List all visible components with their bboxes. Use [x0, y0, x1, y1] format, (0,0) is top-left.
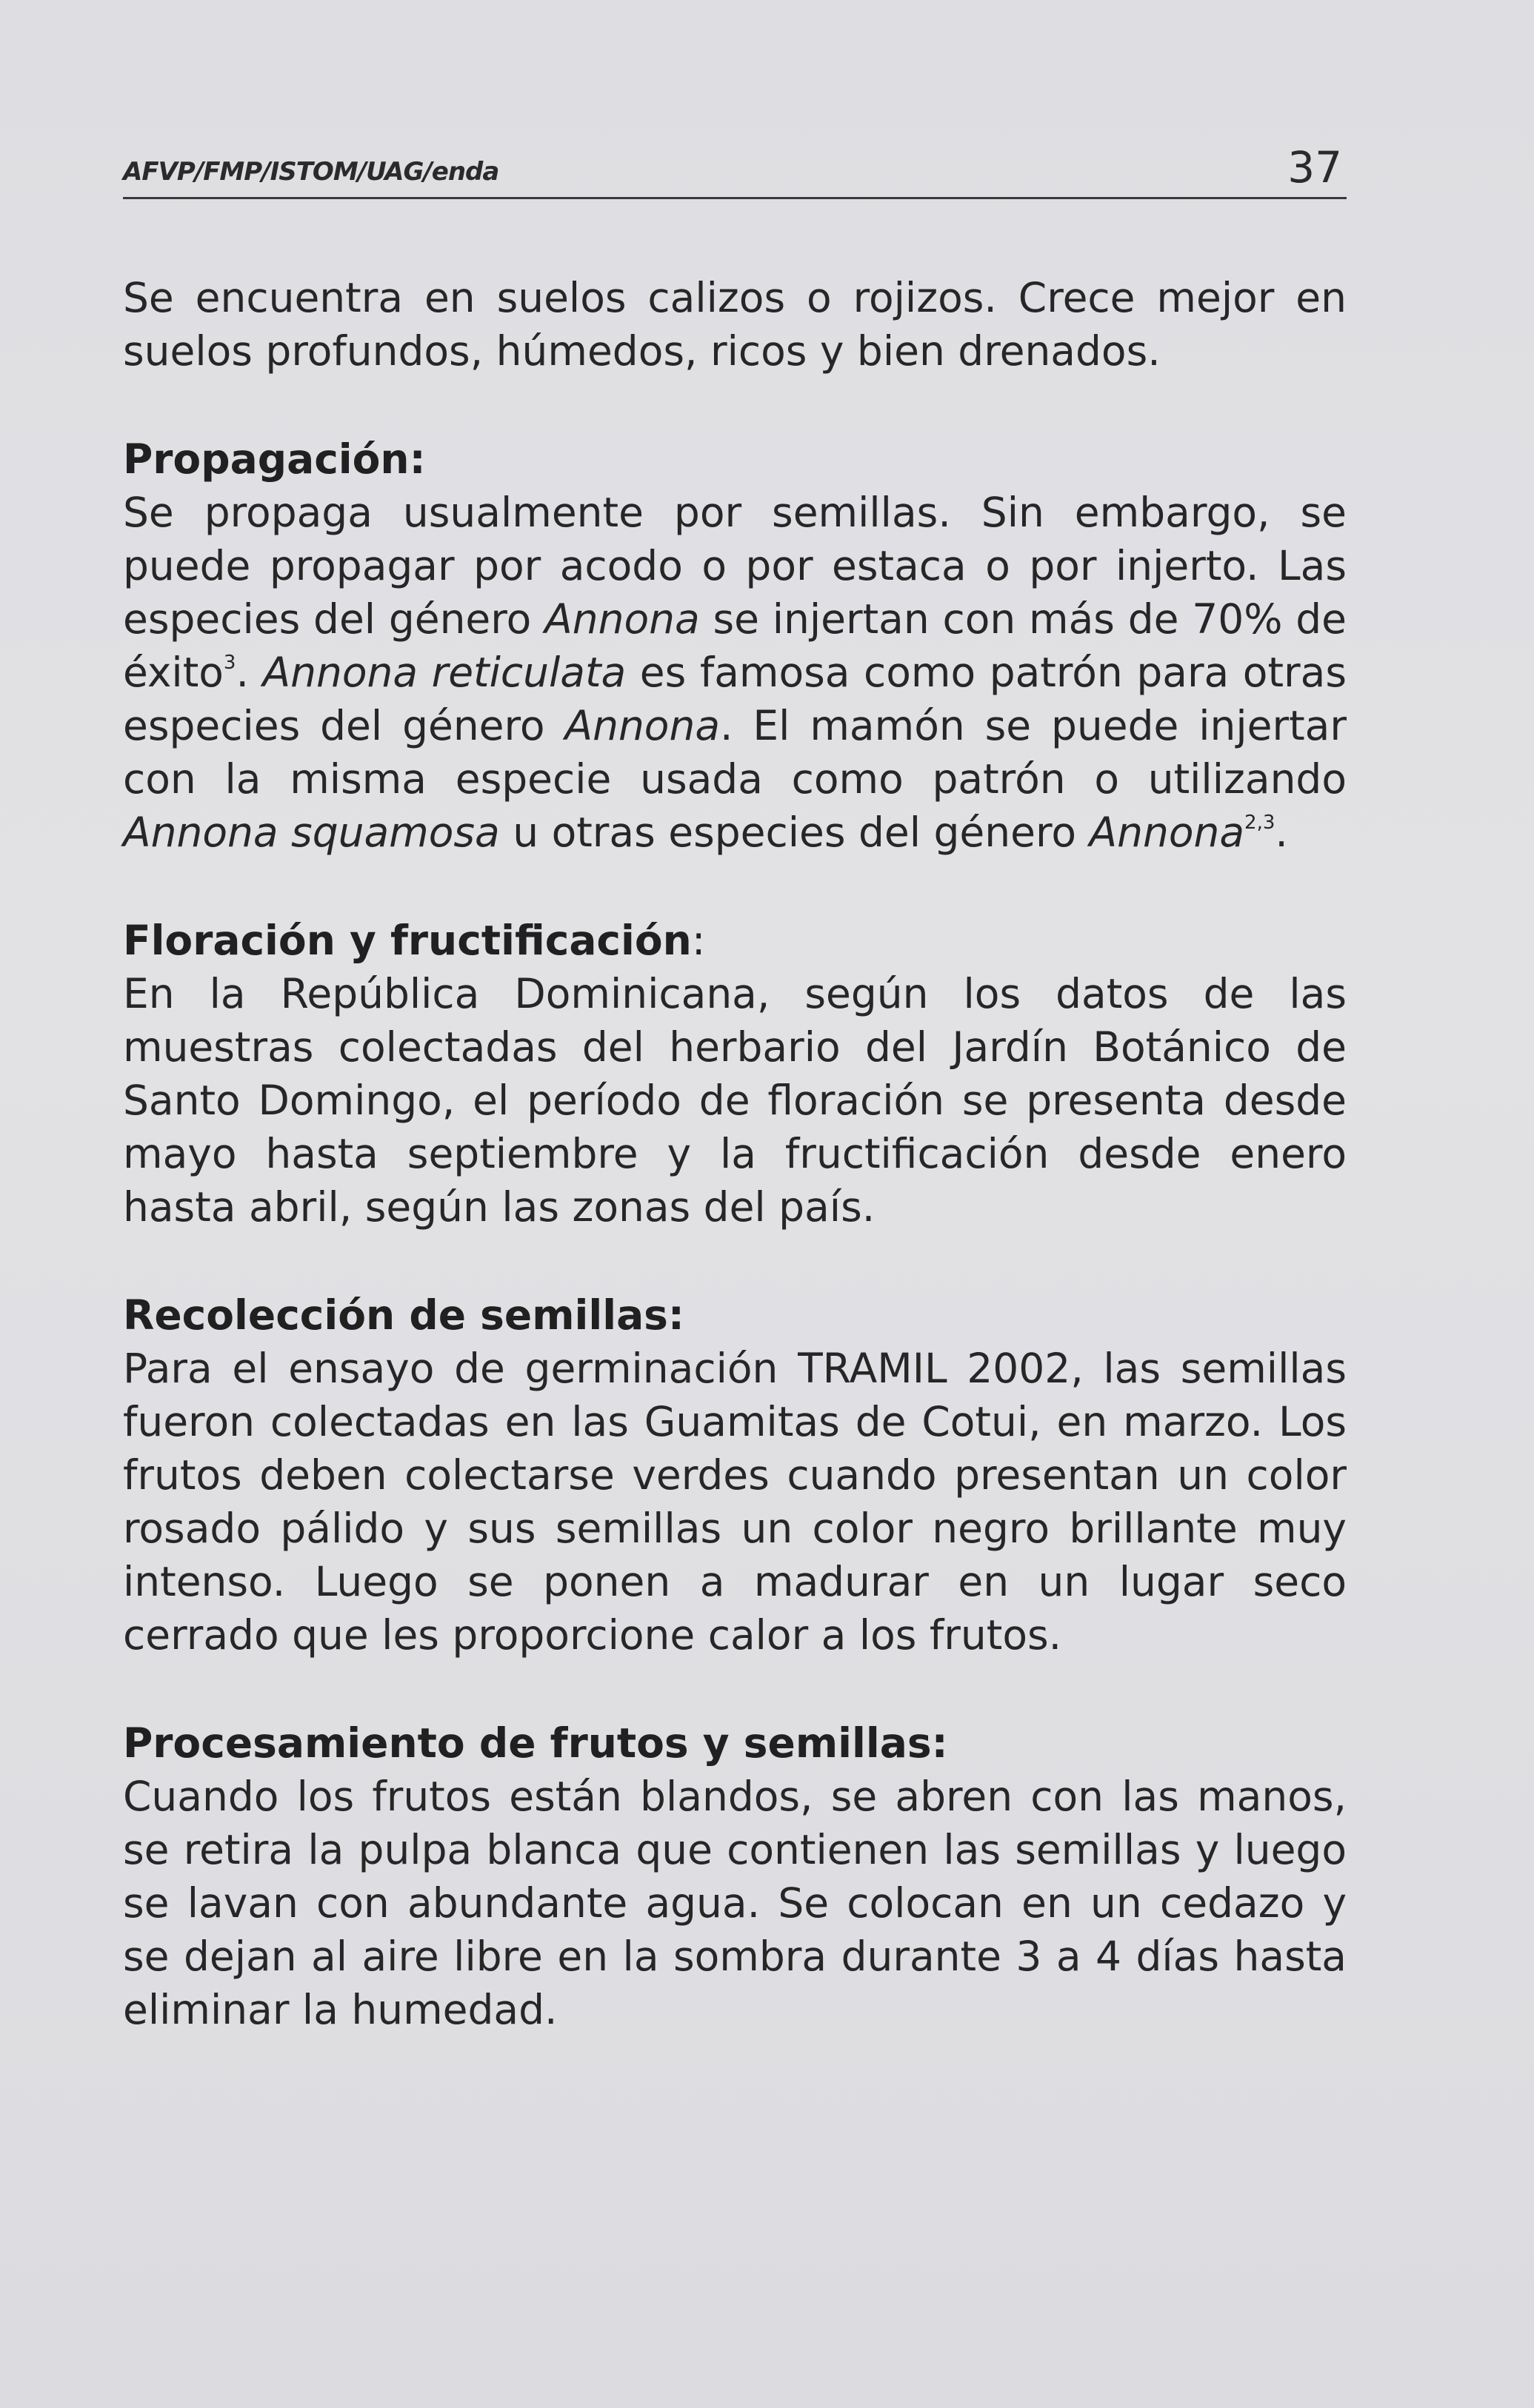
page-content [123, 271, 1347, 2036]
text-run: se injertan con más de 70% de éxito [123, 595, 1347, 696]
text-run: . [1275, 809, 1288, 856]
section-floracion [123, 914, 1347, 1234]
section-propagacion [123, 432, 1347, 859]
text-run: u otras especies del género [499, 809, 1090, 856]
intro-paragraph: Se encuentra en suelos calizos o rojizos. Crece mejor en suelos profundos, húmedos, ricos y bien drenados. [123, 274, 1347, 375]
species-name: Annona [544, 595, 700, 643]
heading-floracion-colon: : [691, 917, 706, 964]
section-recoleccion [123, 1288, 1347, 1662]
heading-floracion-text: Floración y fructificación [123, 917, 692, 964]
recoleccion-paragraph: Para el ensayo de germinación TRAMIL 2002, las semillas fueron colectadas en las Guamitas de Cotui, en marzo. Los frutos deben colectarse verdes cuando presentan un color rosado pálido y sus semillas un color negro brillante muy intenso. Luego se ponen a madurar en un lugar seco cerrado que les proporcione calor a los frutos. [123, 1345, 1347, 1659]
citation-ref: 2,3 [1244, 812, 1275, 834]
species-name: Annona [1089, 809, 1245, 856]
heading-propagacion: Propagación: [123, 435, 426, 483]
page-number: 37 [1287, 142, 1342, 193]
text-run: es famosa como patrón para otras especies del género [123, 649, 1347, 749]
citation-ref: 3 [223, 652, 236, 674]
page-header [123, 138, 1347, 199]
propagacion-paragraph [123, 486, 1347, 859]
text-run: . [236, 649, 263, 696]
text-run: . El mamón se puede injertar con la misma especie usada como patrón o utilizando [123, 702, 1347, 803]
procesamiento-paragraph: Cuando los frutos están blandos, se abren con las manos, se retira la pulpa blanca que contienen las semillas y luego se lavan con abundante agua. Se colocan en un cedazo y se dejan al aire libre en la sombra durante 3 a 4 días hasta eliminar la humedad. [123, 1773, 1347, 2033]
heading-recoleccion: Recolección de semillas: [123, 1291, 684, 1339]
species-name: Annona reticulata [262, 649, 627, 696]
running-header: AFVP/FMP/ISTOM/UAG/enda [123, 157, 499, 187]
heading-procesamiento: Procesamiento de frutos y semillas: [123, 1719, 948, 1767]
species-name: Annona [564, 702, 721, 749]
section-procesamiento [123, 1716, 1347, 2036]
species-name: Annona squamosa [123, 809, 500, 856]
heading-floracion [123, 914, 1347, 967]
text-run: Se propaga usualmente por semillas. Sin embargo, se puede propagar por acodo o por estaca o por injerto. Las especies del género [123, 489, 1347, 643]
floracion-paragraph: En la República Dominicana, según los datos de las muestras colectadas del herbario del Jardín Botánico de Santo Domingo, el período de floración se presenta desde mayo hasta septiembre y la fructificación desde enero hasta abril, según las zonas del país. [123, 970, 1347, 1231]
